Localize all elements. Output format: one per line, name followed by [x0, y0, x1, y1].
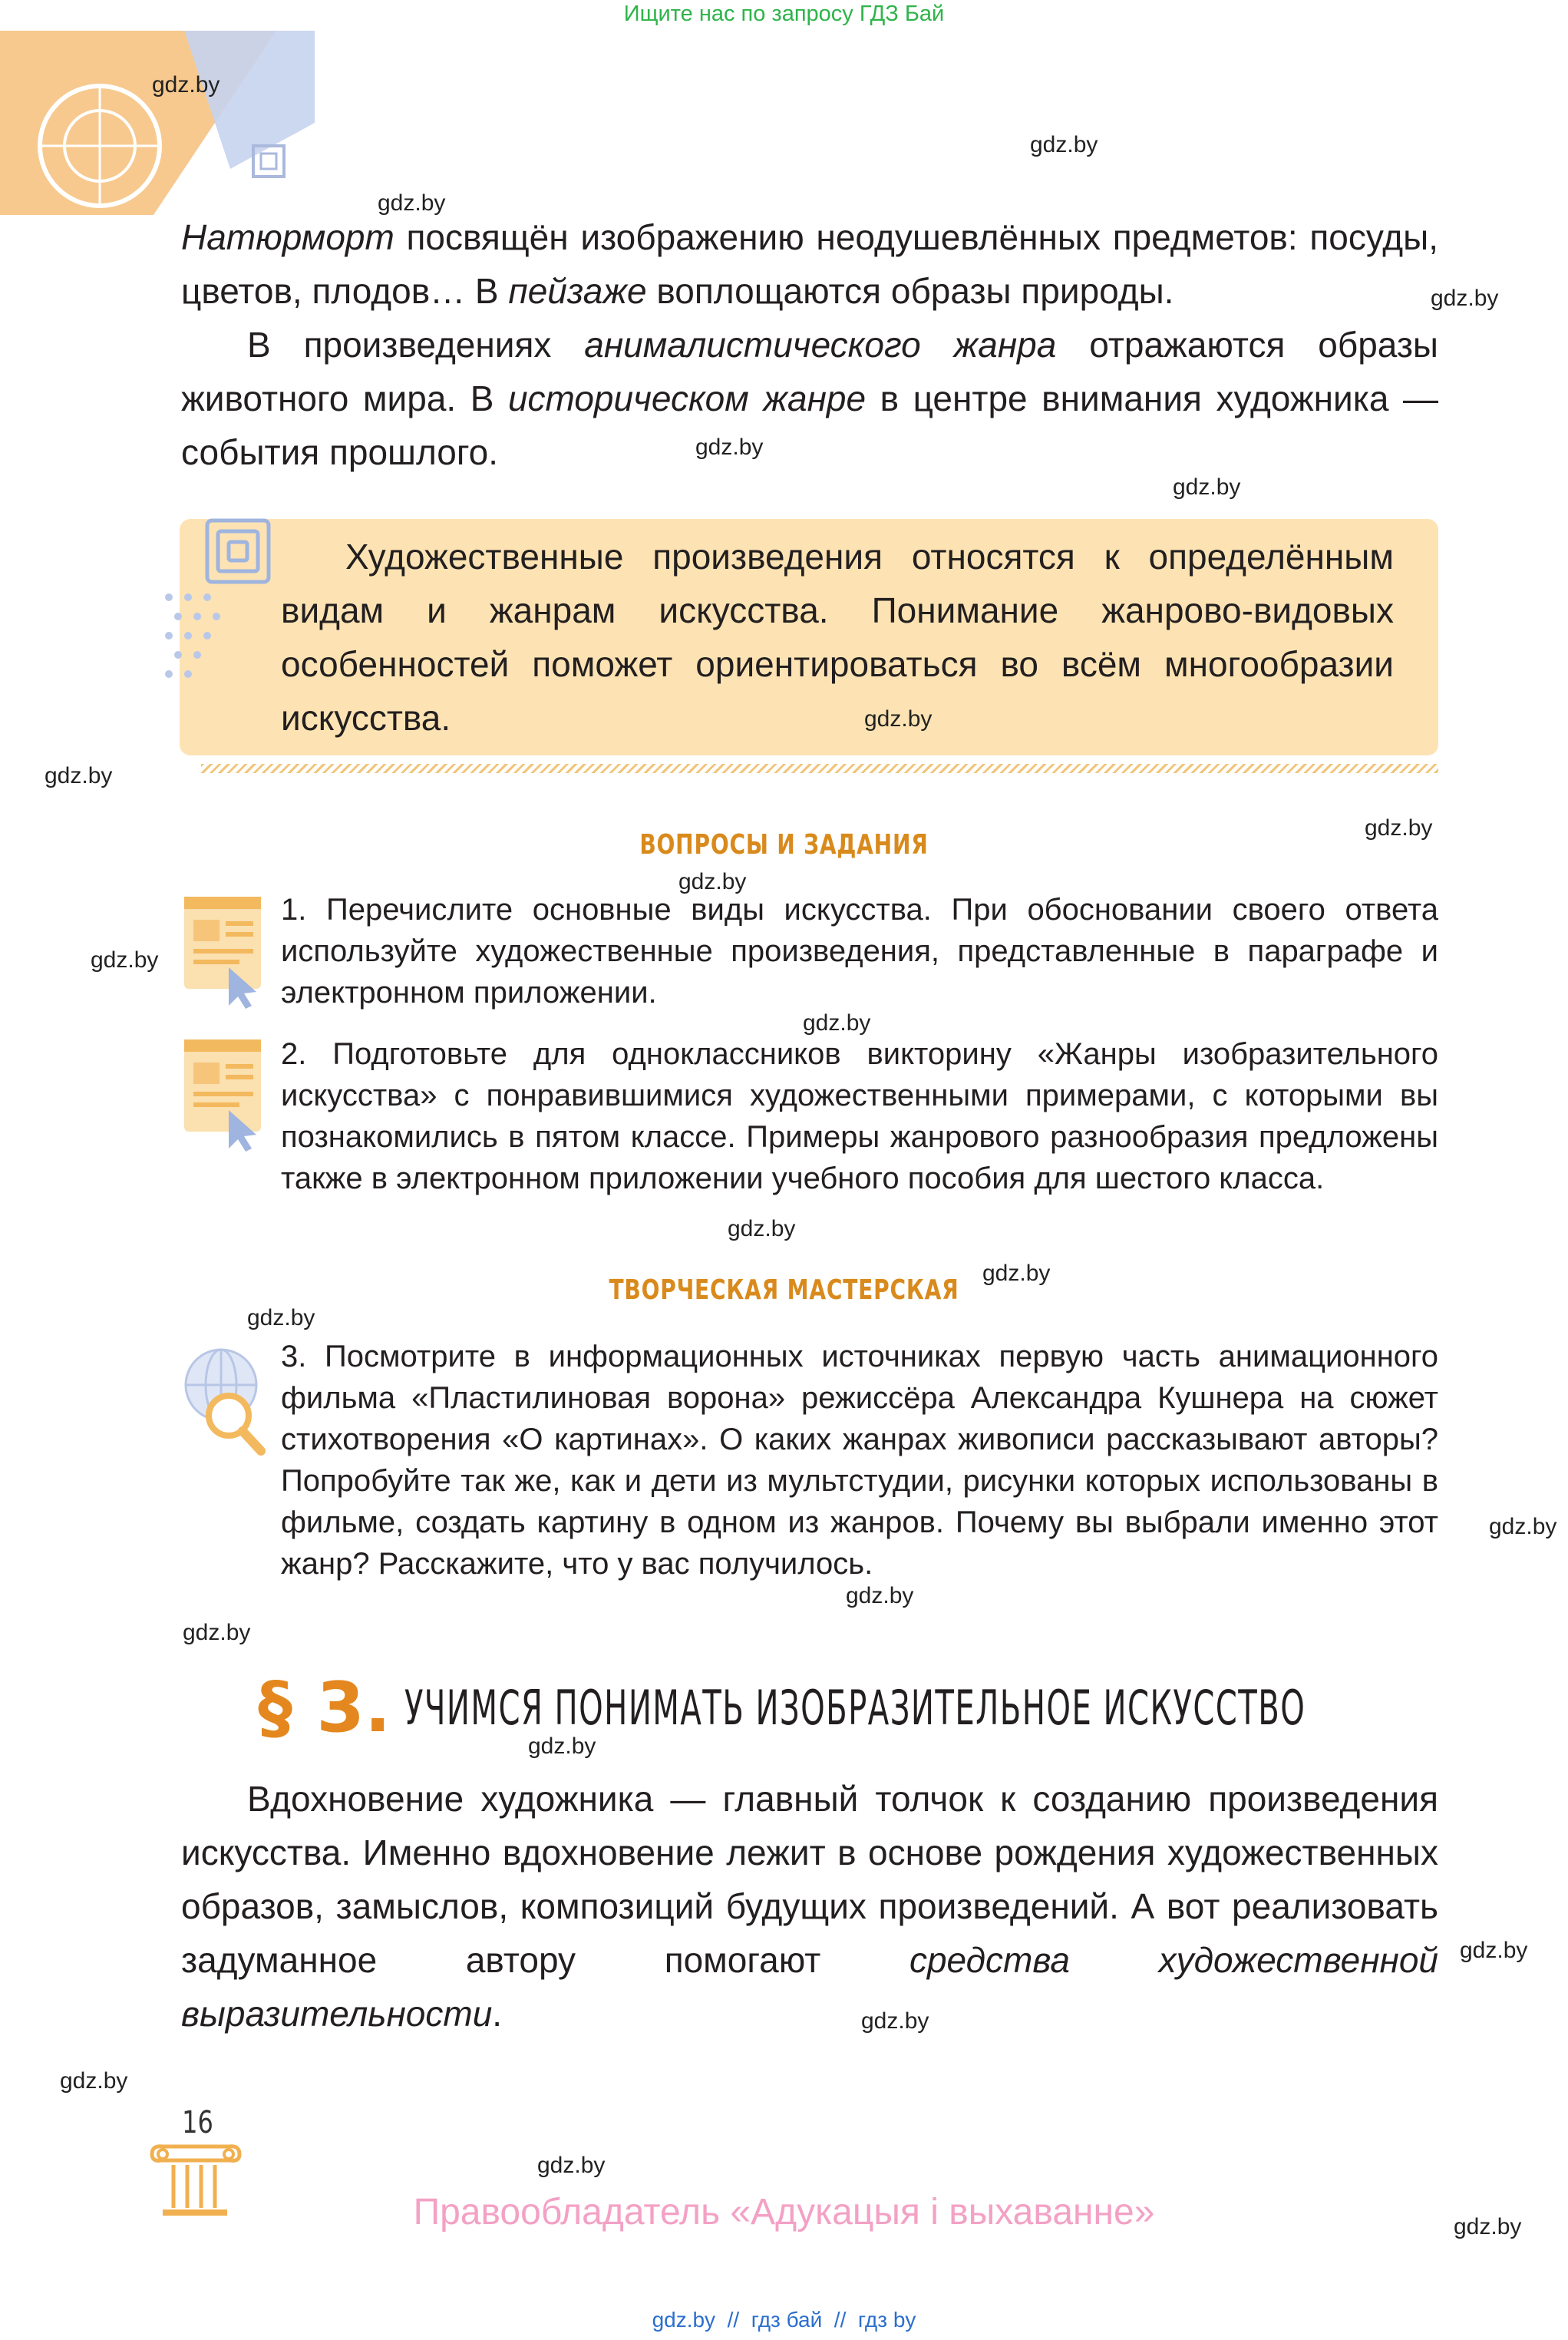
- paragraph-title: [258, 1667, 1568, 1748]
- copyright-owner: Правообладатель «Адукацыя і выхаванне»: [413, 2192, 1155, 2233]
- watermark: gdz.by: [846, 1583, 914, 1608]
- watermark: gdz.by: [45, 763, 113, 788]
- watermark: gdz.by: [528, 1734, 596, 1759]
- watermark: gdz.by: [152, 72, 220, 98]
- question-3: 3. Посмотрите в информационных источниках первую часть анимационного фильма «Пластилиновая ворона» режиссёра Александра Кушнера на сюжет стихотворения «О картинах». О каких жанрах живописи рассказывают авторы? Попробуйте так же, как и дети из мультстудии, рисунки которых использованы в фильме, создать картину в одном из жанров. Почему вы выбрали именно этот жанр? Расскажите, что у вас получилось.: [281, 1340, 1438, 1581]
- intro-paragraph-1: Натюрморт посвящён изображению неодушевлённых предметов: посуды, цветов, плодов… В пейзаже воплощаются образы природы.: [181, 217, 1438, 311]
- watermark: gdz.by: [60, 2068, 128, 2094]
- document-cursor-icon: [181, 1036, 270, 1152]
- watermark: gdz.by: [1365, 815, 1433, 841]
- watermark: gdz.by: [695, 435, 764, 460]
- watermark: gdz.by: [864, 706, 933, 732]
- intro-paragraph-2: В произведениях анималистического жанра отражаются образы животного мира. В историческом жанре в центре внимания художника — события прошлого.: [181, 325, 1438, 472]
- watermark: gdz.by: [728, 1216, 796, 1241]
- questions-heading: ВОПРОСЫ И ЗАДАНИЯ: [639, 829, 929, 861]
- watermark: gdz.by: [803, 1010, 871, 1036]
- watermark: gdz.by: [183, 1620, 251, 1645]
- watermark: gdz.by: [1454, 2214, 1522, 2239]
- watermark: gdz.by: [1489, 1514, 1557, 1539]
- watermark: gdz.by: [982, 1261, 1051, 1286]
- watermark: gdz.by: [1431, 286, 1499, 311]
- footer-links[interactable]: gdz.by // гдз бай // гдз by: [652, 2308, 916, 2332]
- workshop-heading: ТВОРЧЕСКАЯ МАСТЕРСКАЯ: [609, 1274, 959, 1306]
- watermark: gdz.by: [678, 869, 747, 894]
- top-notice: Ищите нас по запросу ГДЗ Бай: [623, 2, 945, 26]
- watermark: gdz.by: [1460, 1938, 1528, 1963]
- page-number: 16: [182, 2105, 213, 2140]
- question-1: 1. Перечислите основные виды искусства. При обосновании своего ответа используйте художественные произведения, представленные в параграфе и электронном приложении.: [281, 893, 1438, 1010]
- watermark: gdz.by: [378, 190, 446, 216]
- watermark: gdz.by: [247, 1305, 315, 1330]
- callout-stripe: [201, 764, 1438, 773]
- paragraph-number: § 3.: [258, 1667, 391, 1748]
- document-cursor-icon: [181, 894, 270, 1009]
- watermark: gdz.by: [91, 947, 159, 973]
- watermark: gdz.by: [861, 2008, 929, 2034]
- watermark: gdz.by: [1173, 474, 1241, 500]
- question-2: 2. Подготовьте для одноклассников викторину «Жанры изобразительного искусства» с понравившимися художественными примерами, с которыми вы познакомились в пятом классе. Примеры жанрового разнообразия предложены также в электронном приложении учебного пособия для шестого класса.: [281, 1037, 1438, 1195]
- watermark: gdz.by: [1030, 132, 1098, 157]
- watermark: gdz.by: [537, 2153, 606, 2178]
- callout-text: Художественные произведения относятся к определённым видам и жанрам искусства. Понимание жанрово-видовых особенностей поможет ориентироваться во всём многообразии искусства.: [281, 537, 1394, 738]
- globe-magnifier-icon: [181, 1342, 270, 1457]
- callout-decoration-icon: [153, 513, 284, 712]
- paragraph-3-text: Вдохновение художника — главный толчок к созданию произведения искусства. Именно вдохновение лежит в основе рождения художественных образов, замыслов, композиций будущих произведений. А вот реализовать задуманное автору помогают средства художественной выразительности.: [181, 1779, 1438, 2034]
- paragraph-heading: УЧИМСЯ ПОНИМАТЬ ИЗОБРАЗИТЕЛЬНОЕ ИСКУССТВО: [404, 1680, 1306, 1736]
